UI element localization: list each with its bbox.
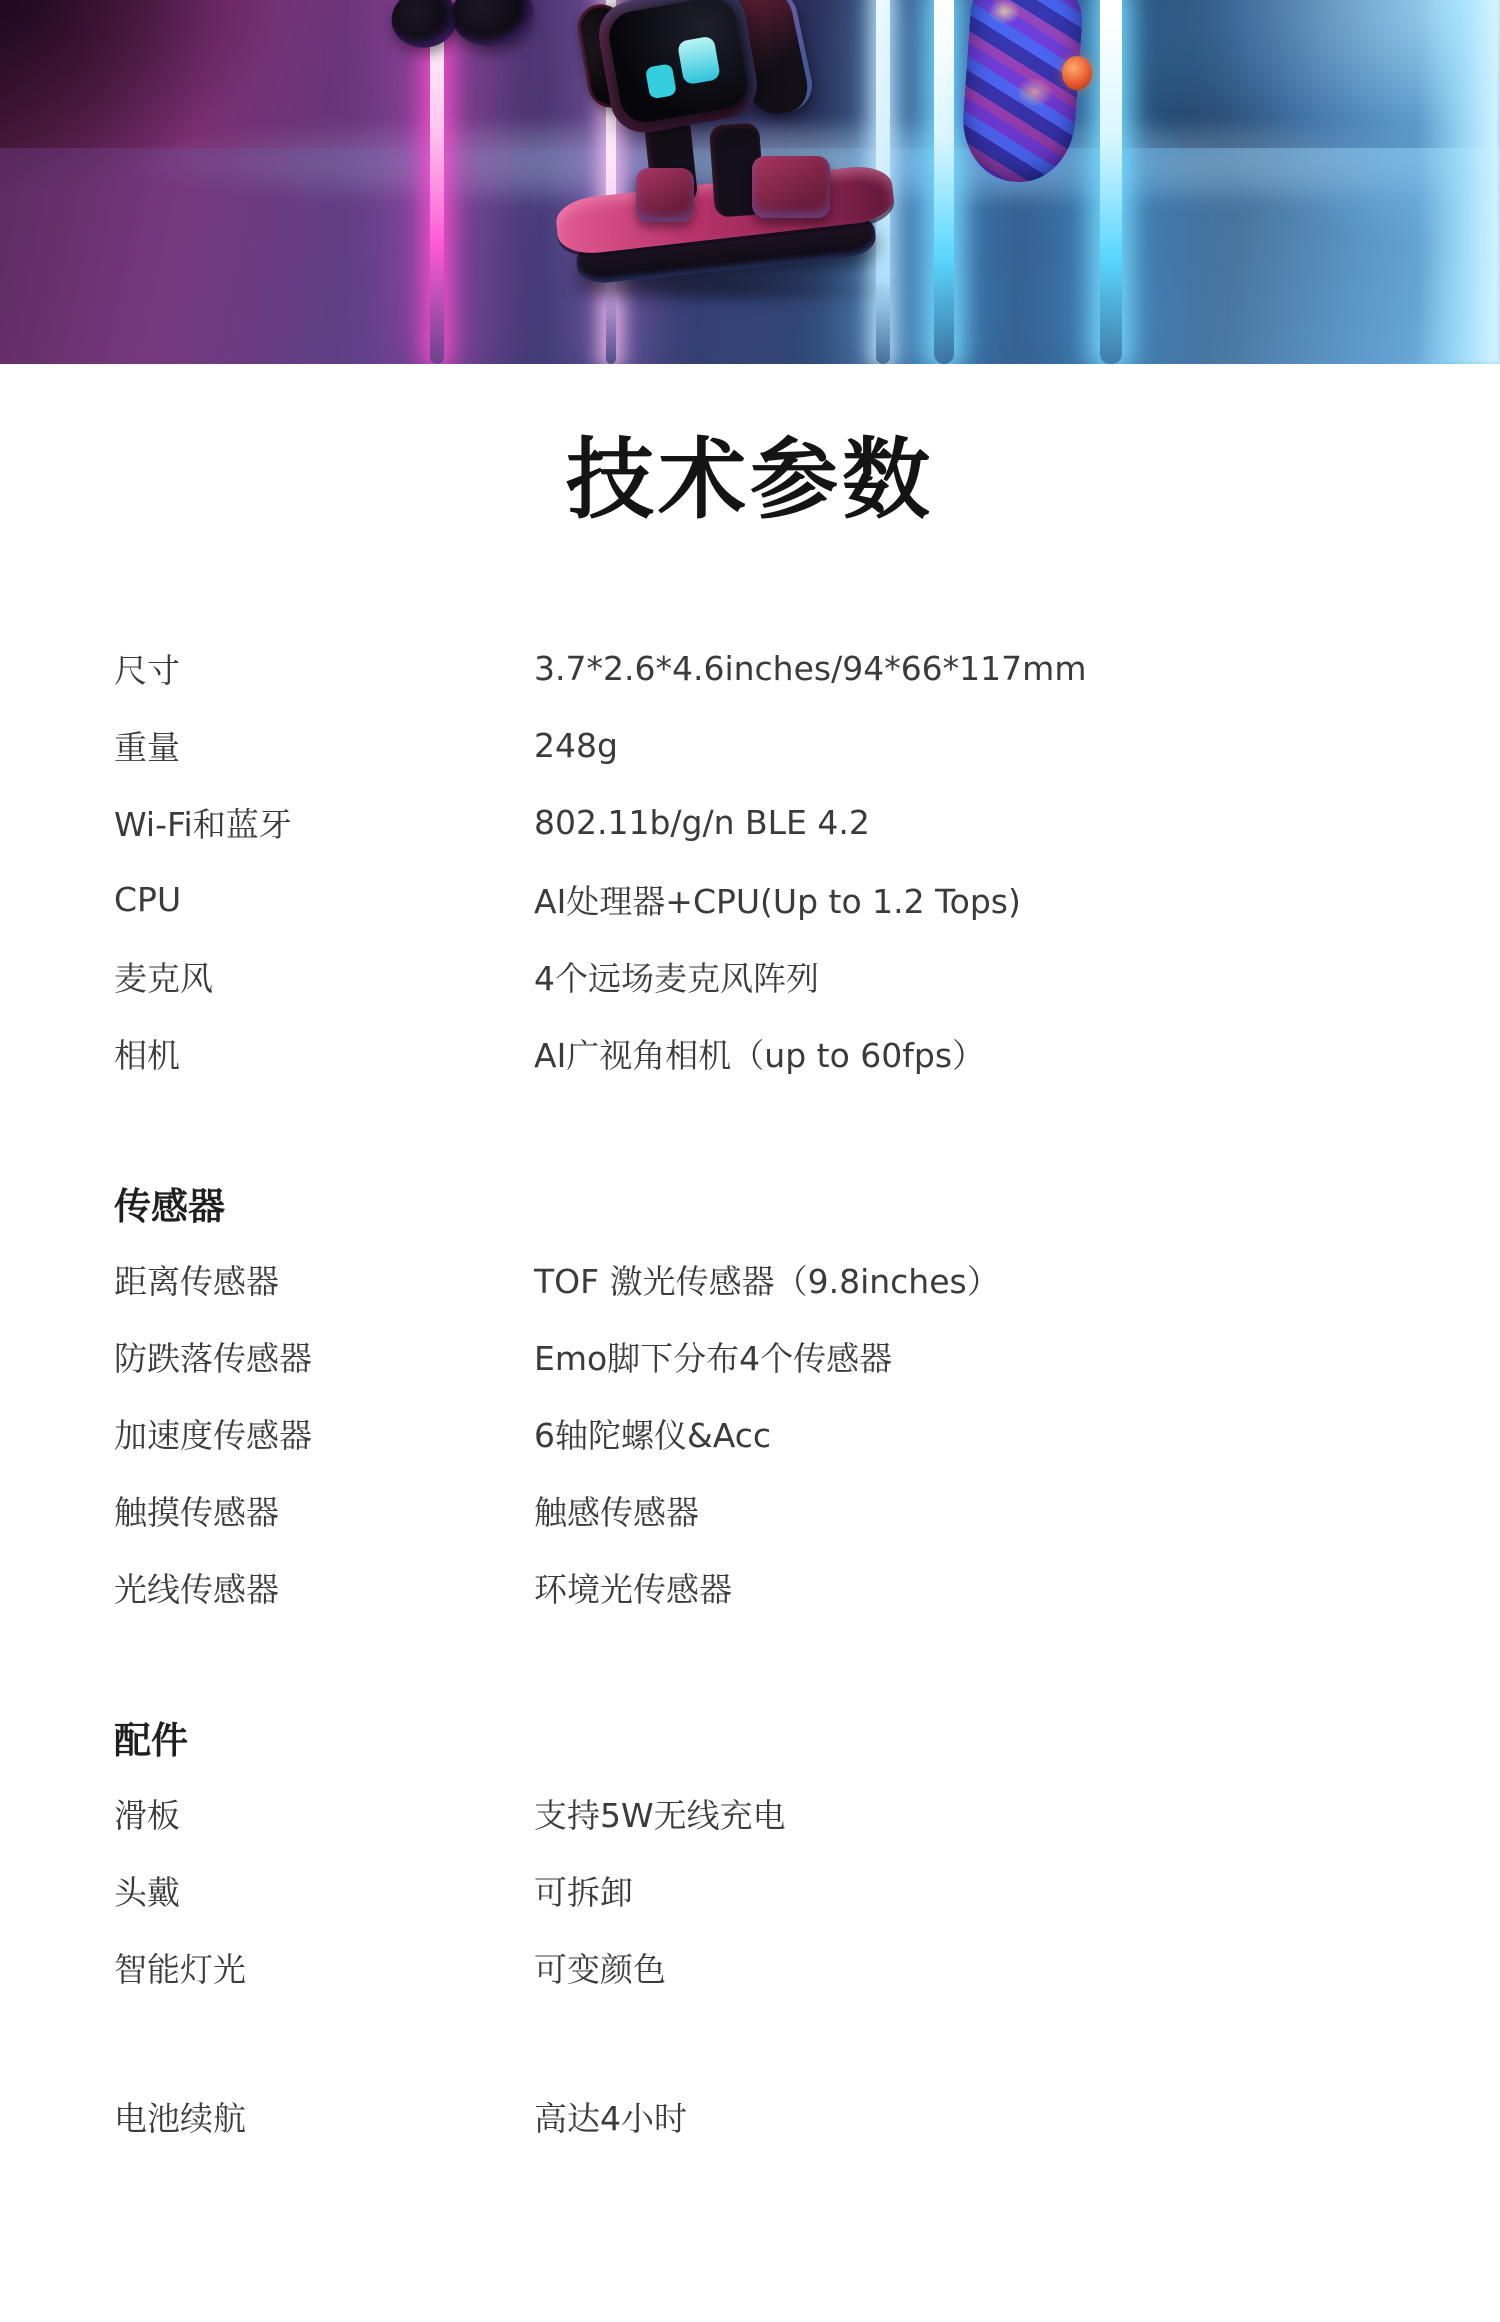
spec-value: 802.11b/g/n BLE 4.2 [534,803,870,842]
robot-foot-right [752,156,830,218]
spec-row [114,1929,1420,2006]
section-header-accessories: 配件 [114,1718,188,1762]
spec-label: 相机 [114,1036,180,1075]
spec-label: 重量 [114,728,180,767]
robot-eye-left [645,63,677,99]
robot-face-screen [605,0,751,126]
spec-row [114,861,1420,938]
spec-row [114,1241,1420,1318]
spec-value: Emo脚下分布4个传感器 [534,1339,893,1378]
spec-row [114,784,1420,861]
spec-label: Wi-Fi和蓝牙 [114,805,292,844]
spec-row [114,707,1420,784]
spec-label: 触摸传感器 [114,1493,279,1532]
spec-label: CPU [114,880,182,919]
spec-value: 触感传感器 [534,1493,699,1532]
spec-row [114,1852,1420,1929]
spec-value: 高达4小时 [534,2099,687,2138]
section-battery [114,2078,1420,2155]
spec-value: 4个远场麦克风阵列 [534,959,819,998]
section-sensors [114,1164,1420,1626]
spec-label: 麦克风 [114,959,213,998]
section-accessories [114,1698,1420,2006]
spec-row [114,1395,1420,1472]
spec-label: 光线传感器 [114,1570,279,1609]
spec-label: 电池续航 [114,2099,246,2138]
section-header-sensors: 传感器 [114,1184,225,1228]
spec-row [114,1318,1420,1395]
robot-head [594,0,763,138]
spec-label: 加速度传感器 [114,1416,312,1455]
spec-value: TOF 激光传感器（9.8inches） [534,1262,1000,1301]
spec-value: 3.7*2.6*4.6inches/94*66*117mm [534,649,1087,688]
spec-label: 头戴 [114,1873,180,1912]
spec-label: 智能灯光 [114,1950,246,1989]
robot-eye-right [677,36,721,86]
spec-row [114,1472,1420,1549]
section-general [114,630,1420,1092]
spec-content [0,364,1500,2315]
spec-label: 防跌落传感器 [114,1339,312,1378]
spec-row [114,1549,1420,1626]
spec-row [114,1775,1420,1852]
robot-figure [0,0,1500,364]
spec-value: 支持5W无线充电 [534,1796,786,1835]
spec-label: 滑板 [114,1796,180,1835]
spec-label: 距离传感器 [114,1262,279,1301]
robot-foot-left [636,168,694,222]
spec-value: AI广视角相机（up to 60fps） [534,1036,986,1075]
spec-value: 248g [534,726,618,765]
spec-value: 可变颜色 [534,1950,666,1989]
spec-table [0,630,1500,2155]
spec-value: 环境光传感器 [534,1570,732,1609]
hero-image [0,0,1500,364]
spec-row [114,630,1420,707]
spec-row [114,1015,1420,1092]
spec-row [114,2078,1420,2155]
page-title: 技术参数 [565,428,934,531]
spec-value: AI处理器+CPU(Up to 1.2 Tops) [534,882,1021,921]
spec-value: 可拆卸 [534,1873,633,1912]
spec-label: 尺寸 [114,651,180,690]
spec-row [114,938,1420,1015]
spec-value: 6轴陀螺仪&Acc [534,1416,772,1455]
